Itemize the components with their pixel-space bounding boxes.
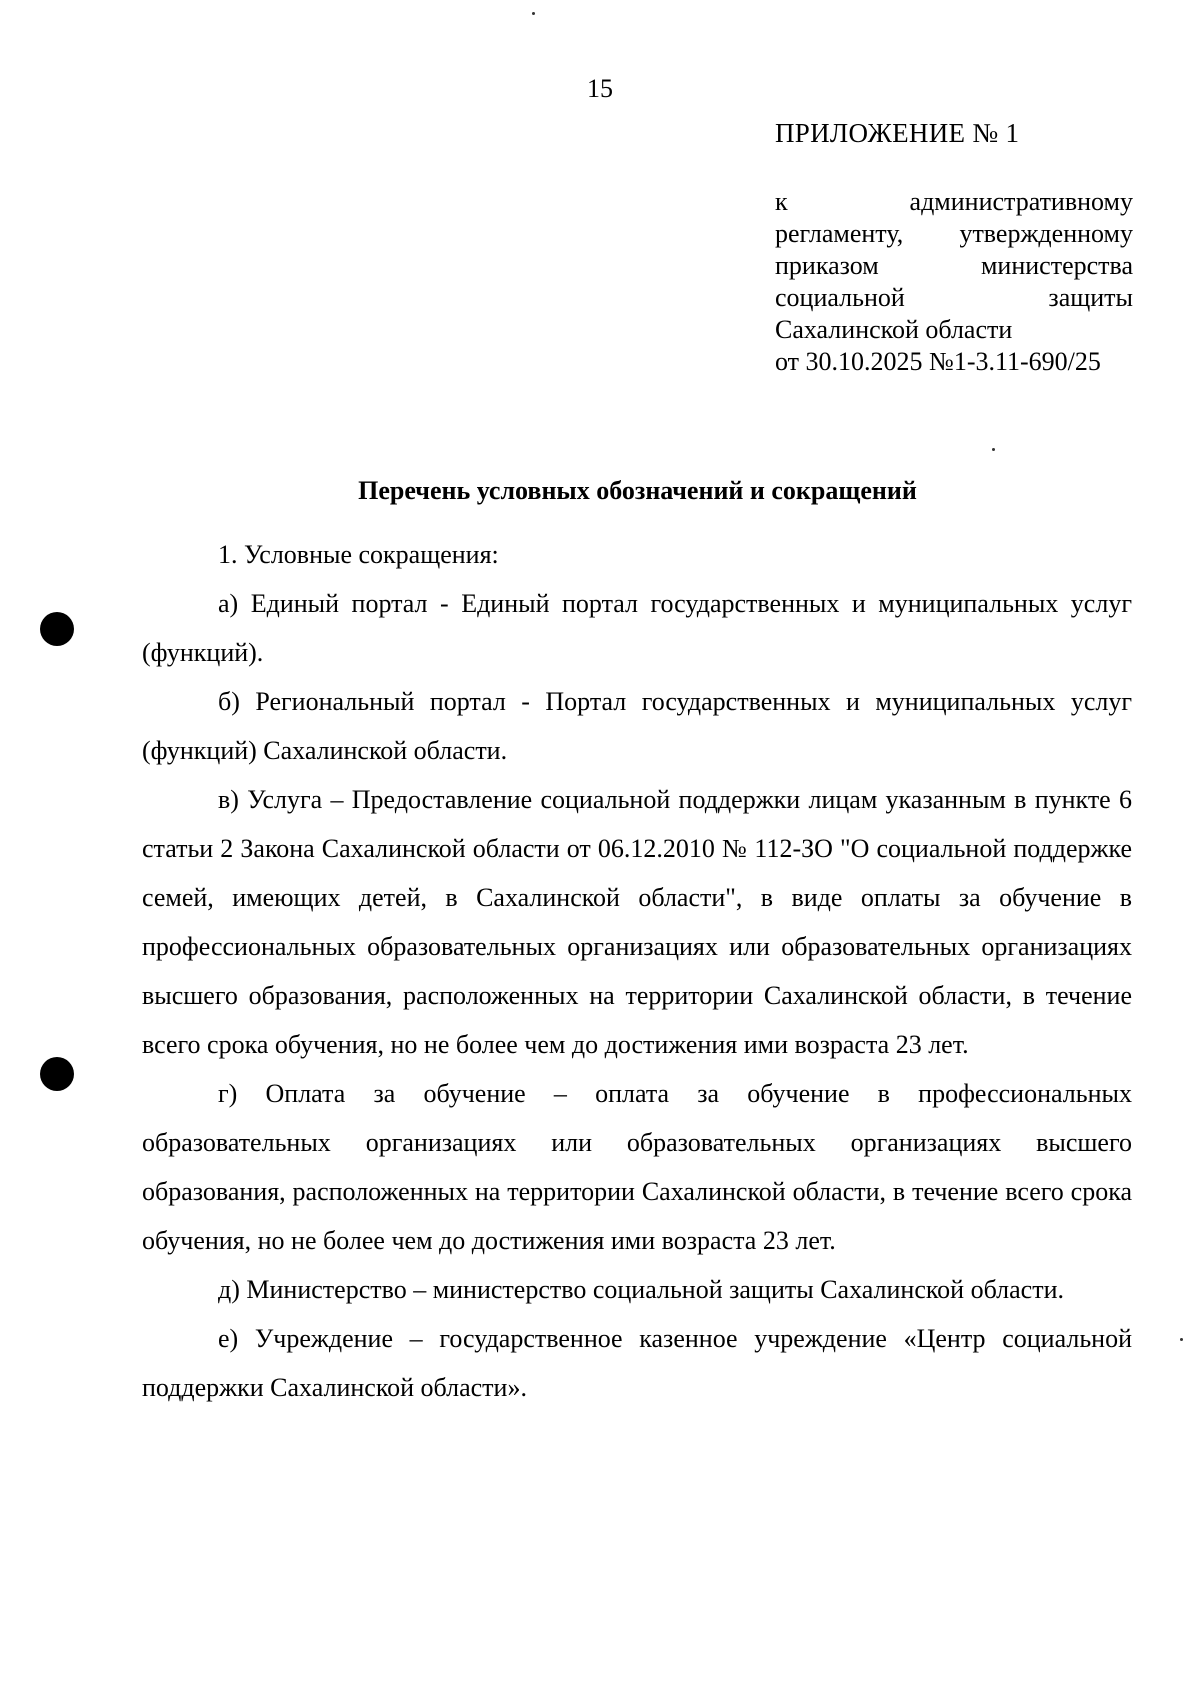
- list-item: г) Оплата за обучение – оплата за обучение в профессиональных образовательных организациях или образовательных организациях высшего образования, расположенных на территории Сахалинской области, в течение всего срока обучения, но не более чем до достижения ими возраста 23 лет.: [142, 1079, 1132, 1255]
- appendix-title: ПРИЛОЖЕНИЕ № 1: [775, 118, 1020, 148]
- scan-speck: [532, 12, 535, 15]
- abbreviations-list: [142, 530, 1132, 1412]
- list-item: б) Региональный портал - Портал государственных и муниципальных услуг (функций) Сахалинской области.: [142, 687, 1132, 765]
- appendix-reference-line: социальной защиты: [775, 283, 1133, 312]
- list-item: е) Учреждение – государственное казенное учреждение «Центр социальной поддержки Сахалинской области».: [142, 1324, 1132, 1402]
- document-heading: Перечень условных обозначений и сокращений: [358, 476, 917, 505]
- list-item: в) Услуга – Предоставление социальной поддержки лицам указанным в пункте 6 статьи 2 Закона Сахалинской области от 06.12.2010 № 112-ЗО "О социальной поддержке семей, имеющих детей, в Сахалинской области", в виде оплаты за обучение в профессиональных образовательных организациях или образовательных организациях высшего образования, расположенных на территории Сахалинской области, в течение всего срока обучения, но не более чем до достижения ими возраста 23 лет.: [142, 785, 1132, 1059]
- scan-speck: [1180, 1338, 1183, 1341]
- appendix-reference-line: приказом министерства: [775, 251, 1133, 280]
- section-title: 1. Условные сокращения:: [218, 540, 499, 569]
- appendix-reference-line: регламенту, утвержденному: [775, 219, 1133, 248]
- punch-hole-mark: [40, 612, 74, 646]
- list-item: а) Единый портал - Единый портал государственных и муниципальных услуг (функций).: [142, 589, 1132, 667]
- appendix-reference-line: к административному: [775, 187, 1133, 216]
- appendix-reference-line: Сахалинской области: [775, 315, 1013, 344]
- punch-hole-mark: [40, 1057, 74, 1091]
- page-number: 15: [587, 74, 613, 103]
- appendix-reference-date-number: от 30.10.2025 №1-3.11-690/25: [775, 347, 1101, 376]
- scan-speck: [992, 448, 995, 451]
- appendix-reference: [775, 186, 1133, 378]
- list-item: д) Министерство – министерство социальной защиты Сахалинской области.: [218, 1275, 1064, 1304]
